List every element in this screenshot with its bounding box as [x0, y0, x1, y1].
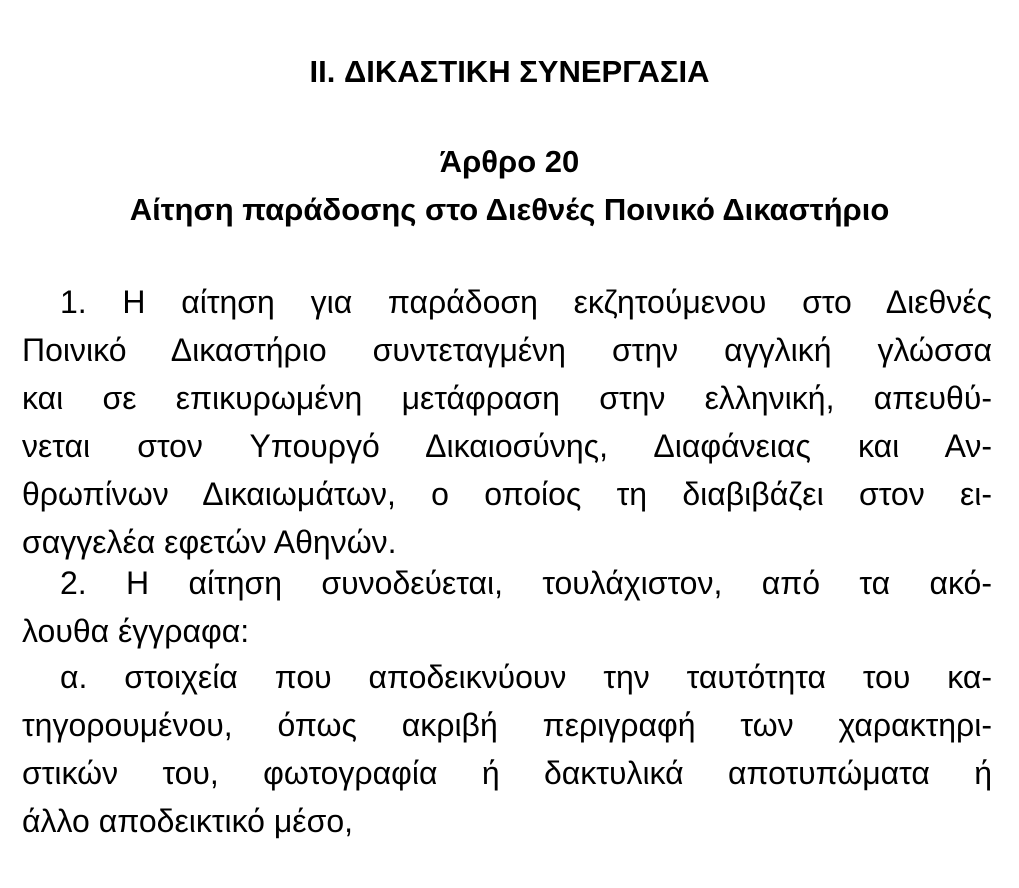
paragraph-line: και σε επικυρωμένη μετάφραση στην ελληνική, απευθύ-: [22, 380, 992, 416]
paragraph-line: στικών του, φωτογραφία ή δακτυλικά αποτυπώματα ή: [22, 755, 992, 791]
paragraph-line: 2. Η αίτηση συνοδεύεται, τουλάχιστον, από τα ακό-: [60, 565, 992, 601]
paragraph-line: θρωπίνων Δικαιωμάτων, ο οποίος τη διαβιβάζει στον ει-: [22, 476, 992, 512]
paragraph-line: τηγορουμένου, όπως ακριβή περιγραφή των χαρακτηρι-: [22, 707, 992, 743]
paragraph-line: Ποινικό Δικαστήριο συντεταγμένη στην αγγλική γλώσσα: [22, 332, 992, 368]
paragraph-line: 1. Η αίτηση για παράδοση εκζητούμενου στο Διεθνές: [60, 284, 992, 320]
article-title: Αίτηση παράδοσης στο Διεθνές Ποινικό Δικαστήριο: [129, 192, 890, 227]
paragraph-line: άλλο αποδεικτικό μέσο,: [22, 803, 353, 839]
paragraph-line: νεται στον Υπουργό Δικαιοσύνης, Διαφάνειας και Αν-: [22, 428, 992, 464]
article-number: Άρθρο 20: [439, 144, 580, 179]
paragraph-line: λουθα έγγραφα:: [22, 613, 250, 649]
paragraph-line: σαγγελέα εφετών Αθηνών.: [22, 524, 397, 560]
paragraph-line: α. στοιχεία που αποδεικνύουν την ταυτότητα του κα-: [60, 659, 992, 695]
section-title: II. ΔΙΚΑΣΤΙΚΗ ΣΥΝΕΡΓΑΣΙΑ: [309, 54, 710, 89]
